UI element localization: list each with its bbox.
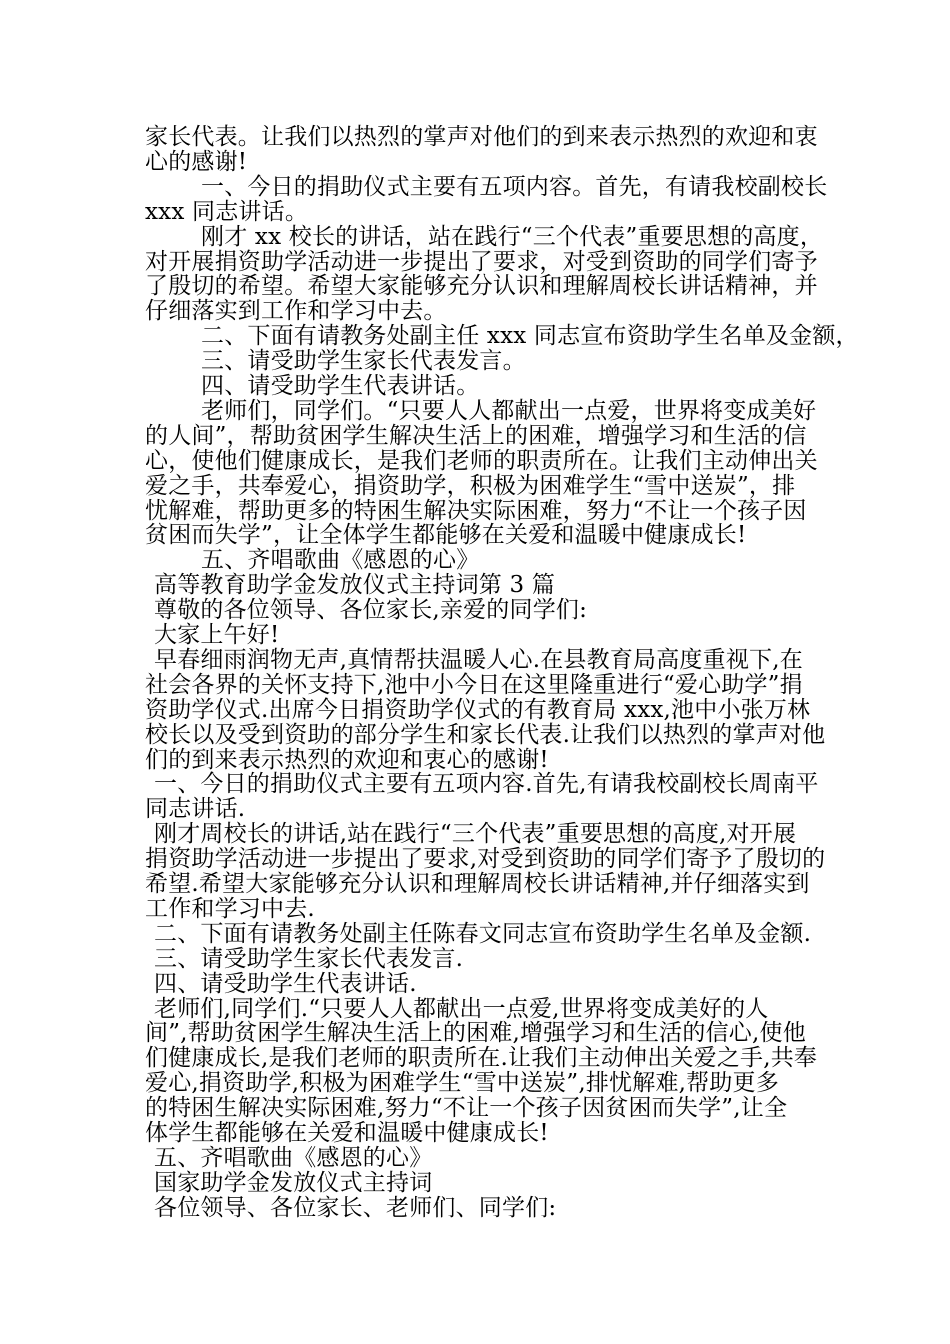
text-line: 尊敬的各位领导、各位家长,亲爱的同学们: <box>154 597 588 623</box>
text-line: 们健康成长,是我们老师的职责所在.让我们主动伸出关爱之手,共奉 <box>145 1045 818 1071</box>
text-line: 心的感谢! <box>145 149 248 175</box>
text-line: 心，使他们健康成长，是我们老师的职责所在。让我们主动伸出关 <box>145 448 818 474</box>
text-line: 忧解难，帮助更多的特困生解决实际困难，努力“不让一个孩子因 <box>145 498 807 524</box>
text-line: xxx 同志讲话。 <box>145 199 309 225</box>
text-line: 三、请受助学生家长代表发言。 <box>201 348 526 374</box>
text-line: 仔细落实到工作和学习中去。 <box>145 298 447 324</box>
text-line: 家长代表。让我们以热烈的掌声对他们的到来表示热烈的欢迎和衷 <box>145 124 818 150</box>
text-line: 间”,帮助贫困学生解决生活上的困难,增强学习和生活的信心,使他 <box>145 1020 806 1046</box>
text-line: 工作和学习中去. <box>145 896 315 922</box>
text-line: 各位领导、各位家长、老师们、同学们: <box>154 1195 557 1221</box>
text-line: 们的到来表示热烈的欢迎和衷心的感谢! <box>145 747 549 773</box>
text-line: 一、今日的捐助仪式主要有五项内容.首先,有请我校副校长周南平 <box>154 771 819 797</box>
text-line: 爱之手，共奉爱心，捐资助学，积极为困难学生“雪中送炭”，排 <box>145 473 796 499</box>
text-line: 刚才周校长的讲话,站在践行“三个代表”重要思想的高度,对开展 <box>154 821 797 847</box>
text-line: 刚才 xx 校长的讲话，站在践行“三个代表”重要思想的高度， <box>201 224 824 250</box>
text-line: 二、下面有请教务处副主任陈春文同志宣布资助学生名单及金额. <box>154 921 812 947</box>
text-line: 社会各界的关怀支持下,池中小今日在这里隆重进行“爱心助学”捐 <box>145 672 803 698</box>
text-line: 校长以及受到资助的部分学生和家长代表.让我们以热烈的掌声对他 <box>145 722 826 748</box>
text-line: 了殷切的希望。希望大家能够充分认识和理解周校长讲话精神，并 <box>145 273 818 299</box>
section-heading: 国家助学金发放仪式主持词 <box>154 1170 433 1196</box>
text-line: 老师们，同学们。“只要人人都献出一点爱，世界将变成美好 <box>201 398 817 424</box>
text-line: 的人间”，帮助贫困学生解决生活上的困难，增强学习和生活的信 <box>145 423 807 449</box>
text-line: 同志讲话. <box>145 796 246 822</box>
text-line: 体学生都能够在关爱和温暖中健康成长! <box>145 1120 549 1146</box>
text-line: 五、齐唱歌曲《感恩的心》 <box>201 547 480 573</box>
text-line: 一、今日的捐助仪式主要有五项内容。首先，有请我校副校长 <box>201 174 828 200</box>
text-line: 资助学仪式.出席今日捐资助学仪式的有教育局 xxx,池中小张万林 <box>145 697 811 723</box>
text-line: 捐资助学活动进一步提出了要求,对受到资助的同学们寄予了殷切的 <box>145 846 826 872</box>
section-heading: 高等教育助学金发放仪式主持词第 3 篇 <box>154 572 556 598</box>
text-line: 对开展捐资助学活动进一步提出了要求，对受到资助的同学们寄予 <box>145 249 818 275</box>
text-line: 爱心,捐资助学,积极为困难学生“雪中送炭”,排忧解难,帮助更多 <box>145 1070 779 1096</box>
text-line: 希望.希望大家能够充分认识和理解周校长讲话精神,并仔细落实到 <box>145 871 810 897</box>
text-line: 的特困生解决实际困难,努力“不让一个孩子因贫困而失学”,让全 <box>145 1095 788 1121</box>
text-line: 二、下面有请教务处副主任 xxx 同志宣布资助学生名单及金额， <box>201 323 859 349</box>
text-line: 早春细雨润物无声,真情帮扶温暖人心.在县教育局高度重视下,在 <box>154 647 803 673</box>
text-line: 大家上午好! <box>154 622 280 648</box>
text-line: 贫困而失学”，让全体学生都能够在关爱和温暖中健康成长! <box>145 522 747 548</box>
text-line: 四、请受助学生代表讲话。 <box>201 373 480 399</box>
text-line: 五、齐唱歌曲《感恩的心》 <box>154 1145 433 1171</box>
text-line: 三、请受助学生家长代表发言. <box>154 946 464 972</box>
text-line: 老师们,同学们.“只要人人都献出一点爱,世界将变成美好的人 <box>154 996 769 1022</box>
text-line: 四、请受助学生代表讲话. <box>154 971 417 997</box>
